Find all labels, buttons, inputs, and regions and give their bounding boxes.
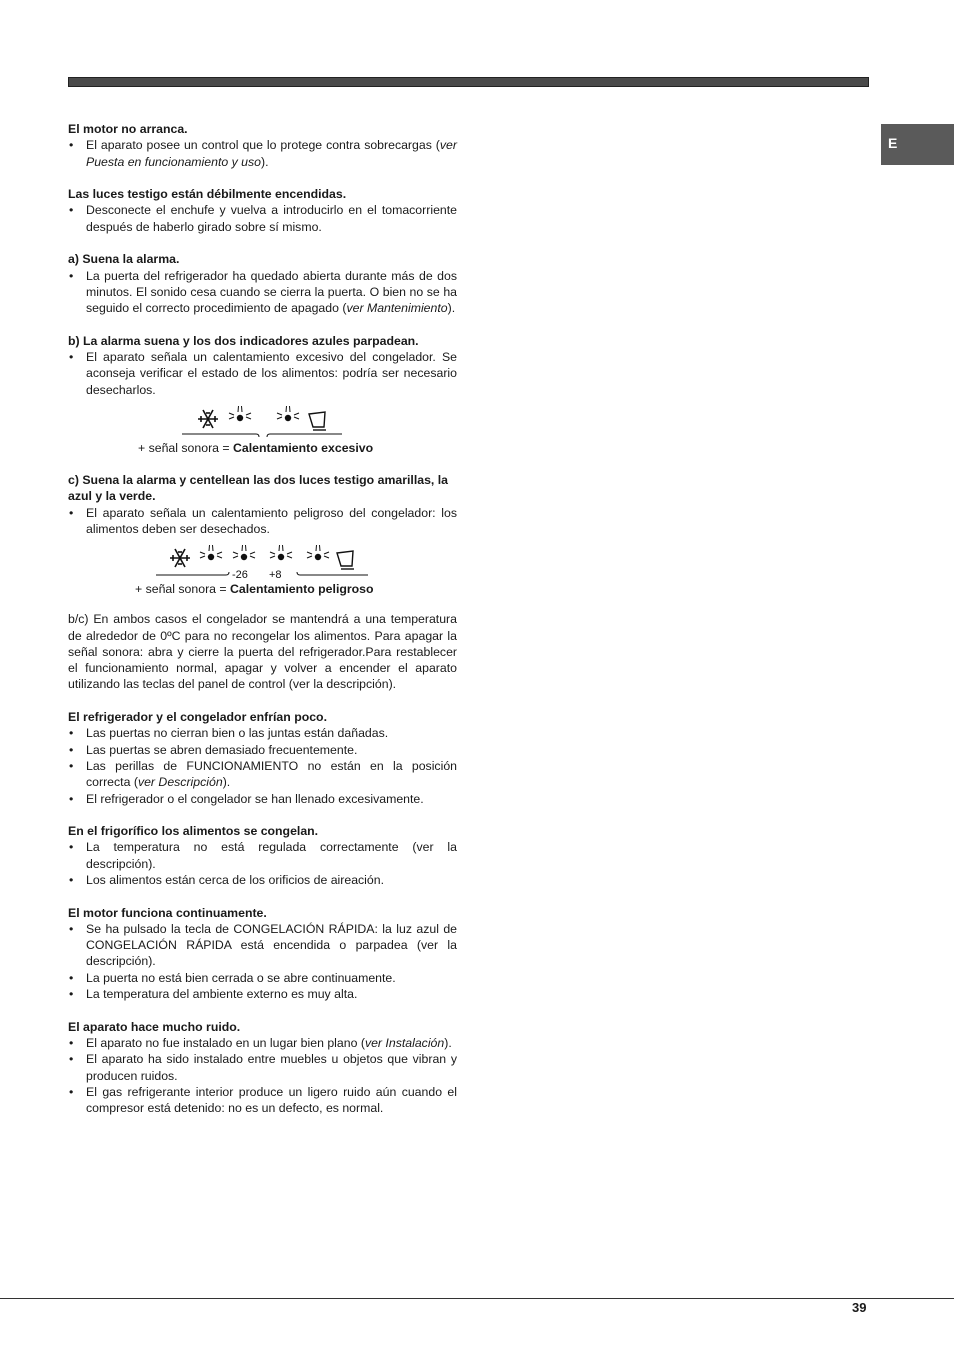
section-heading: El refrigerador y el congelador enfrían poco. [68,710,327,725]
blinking-led-icon [233,545,255,560]
blinking-led-icon [200,545,222,560]
list-item: • El refrigerador o el congelador se han llenado excesivamente. [68,791,457,807]
list-item: • Desconecte el enchufe y vuelva a introducirlo en el tomacorriente después de haberlo girado sobre sí mismo. [68,202,457,235]
blinking-led-icon [277,406,299,421]
section-heading: Las luces testigo están débilmente encendidas. [68,187,347,202]
list-item: • La puerta no está bien cerrada o se abre continuamente. [68,970,457,986]
list-item: • El aparato ha sido instalado entre muebles u objetos que vibran y producen ruidos. [68,1051,457,1084]
bottle-icon [309,412,326,430]
list-item: • Los alimentos están cerca de los orificios de aireación. [68,872,457,888]
list-item: • El aparato no fue instalado en un lugar bien plano (ver Instalación). [68,1035,457,1051]
troubleshooting-column [68,121,457,1133]
page-number: 39 [852,1300,867,1315]
language-tab: E [881,124,954,165]
snowflake-icon [170,549,190,567]
header-bar [68,77,869,87]
temp-label-plus: +8 [269,569,282,582]
blinking-led-icon [229,406,251,421]
list-item: • Las puertas se abren demasiado frecuentemente. [68,742,457,758]
indicator-figure-dangerous [68,543,457,597]
section-heading: En el frigorífico los alimentos se congelan. [68,824,319,839]
list-item: • El aparato señala un calentamiento excesivo del congelador. Se aconseja verificar el estado de los alimentos: podría ser necesario desecharlos. [68,349,457,398]
bottle-icon [337,551,354,569]
section-bc [68,611,457,692]
section-motor [68,121,457,170]
section-heading: a) Suena la alarma. [68,252,180,267]
section-alarma-a [68,251,457,316]
blinking-led-icon [307,545,329,560]
blinking-led-icon [270,545,292,560]
section-heading: El aparato hace mucho ruido. [68,1019,241,1034]
section-alarma-c [68,472,457,597]
section-enfrian [68,709,457,807]
list-item: • Se ha pulsado la tecla de CONGELACIÓN RÁPIDA: la luz azul de CONGELACIÓN RÁPIDA está encendida o parpadea (ver la descripción). [68,921,457,970]
section-heading: El motor no arranca. [68,122,188,136]
list-item: • El aparato posee un control que lo protege contra sobrecargas (ver Puesta en funcionamiento y uso). [68,137,457,170]
list-item: • La temperatura del ambiente externo es muy alta. [68,986,457,1002]
section-alarma-b [68,333,457,454]
list-item: • El gas refrigerante interior produce un ligero ruido aún cuando el compresor está detenido: no es un defecto, es normal. [68,1084,457,1117]
temp-label-minus: -26 [232,569,248,582]
paragraph: b/c) En ambos casos el congelador se mantendrá a una temperatura de alrededor de 0ºC para no recongelar los alimentos. Para apagar la señal sonora: abra y cierre la puerta del refrigerador.Para restablecer el funcionamiento normal, apagar y volver a encender el aparato utilizando las teclas del panel de control (ver la descripción). [68,612,457,692]
list-item: • El aparato señala un calentamiento peligroso del congelador: los alimentos deben ser desechados. [68,505,457,538]
list-item: • Las perillas de FUNCIONAMIENTO no están en la posición correcta (ver Descripción). [68,758,457,791]
section-luces [68,186,457,235]
list-item: • Las puertas no cierran bien o las juntas están dañadas. [68,725,457,741]
footer-rule [0,1298,954,1299]
figure-caption: + señal sonora = Calentamiento excesivo [138,441,374,456]
section-continuo [68,905,457,1003]
list-item: • La puerta del refrigerador ha quedado abierta durante más de dos minutos. El sonido cesa cuando se cierra la puerta. O bien no se ha seguido el correcto procedimiento de apagado (ver Mantenimiento). [68,268,457,317]
list-item: • La temperatura no está regulada correctamente (ver la descripción). [68,839,457,872]
section-heading: b) La alarma suena y los dos indicadores azules parpadean. [68,333,419,348]
section-ruido [68,1019,457,1117]
snowflake-icon [198,410,218,428]
section-congelan [68,823,457,888]
figure-caption: + señal sonora = Calentamiento peligroso [135,582,374,597]
indicator-figure-excessive [68,404,457,454]
section-heading: El motor funciona continuamente. [68,905,267,920]
section-heading: c) Suena la alarma y centellean las dos luces testigo amarillas, la azul y la verde. [68,473,449,504]
